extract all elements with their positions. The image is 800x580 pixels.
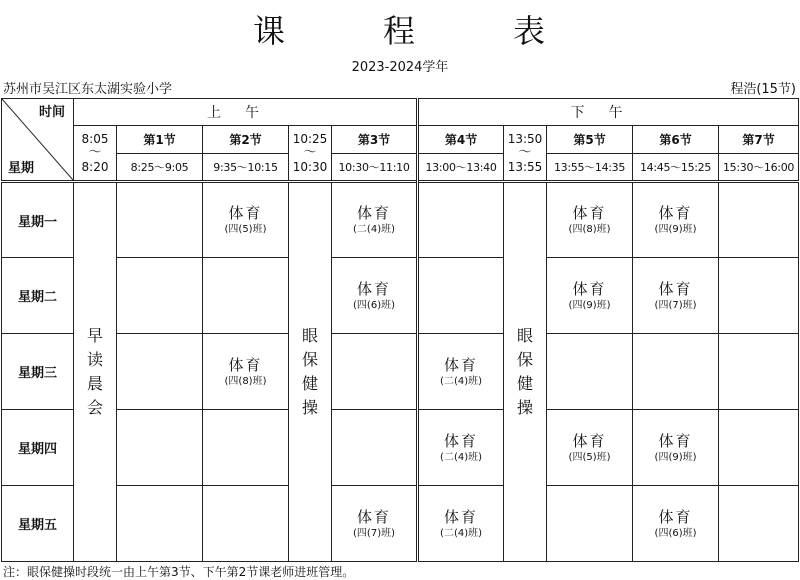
- class-subject: 体育: [658, 204, 693, 222]
- merged-char: 操: [301, 398, 318, 417]
- merged-char: 保: [301, 350, 318, 369]
- class-cell: [332, 182, 418, 258]
- period-1-time: 8:25～9:05: [117, 154, 203, 182]
- class-group: (四(9)班): [568, 299, 611, 311]
- day-label: 星期三: [2, 334, 74, 410]
- class-cell: [117, 182, 203, 258]
- merged-char: 眼: [517, 326, 534, 345]
- class-group: (四(9)班): [654, 451, 697, 463]
- merged-char: 眼: [301, 326, 318, 345]
- class-cell: [418, 486, 504, 562]
- time-sep: ～: [88, 145, 102, 160]
- corner-week-label: 星期: [8, 161, 35, 176]
- header-afternoon: 下午: [418, 99, 799, 126]
- class-cell: [332, 258, 418, 334]
- class-cell: [547, 334, 633, 410]
- class-group: (四(5)班): [224, 224, 267, 235]
- title-char: 表: [513, 12, 548, 50]
- period-7-label: 第7节: [719, 126, 799, 154]
- time-sep: ～: [518, 145, 532, 160]
- class-cell: [203, 182, 289, 258]
- header-morning: 上午: [74, 99, 418, 126]
- time-start: 13:50: [507, 132, 543, 146]
- day-label: 星期五: [2, 486, 74, 562]
- merged-char: 健: [301, 374, 318, 393]
- period-1-label: 第1节: [117, 126, 203, 154]
- class-cell: [203, 258, 289, 334]
- schedule-table: [1, 98, 799, 562]
- time-start: 8:05: [81, 132, 109, 146]
- class-cell: [418, 334, 504, 410]
- class-cell: [418, 258, 504, 334]
- time-start: 10:25: [292, 132, 328, 146]
- class-cell: [203, 410, 289, 486]
- class-group: (四(8)班): [224, 375, 267, 387]
- class-subject: 体育: [357, 507, 392, 526]
- class-cell: [547, 410, 633, 486]
- class-group: (四(5)班): [568, 451, 611, 463]
- class-cell: [633, 334, 719, 410]
- class-subject: 体育: [658, 431, 693, 450]
- class-group: (四(7)班): [654, 299, 697, 311]
- school-year: 2023-2024学年: [351, 60, 449, 75]
- class-group: (四(6)班): [353, 299, 395, 311]
- merged-eye-exercise-am: [289, 182, 332, 562]
- table-row: [2, 486, 799, 562]
- class-group: (二(4)班): [440, 527, 483, 539]
- class-cell: [332, 410, 418, 486]
- merged-char: 晨: [86, 374, 103, 393]
- period-6-label: 第6节: [633, 126, 719, 154]
- time-end: 8:20: [81, 160, 109, 174]
- class-cell: [332, 486, 418, 562]
- class-cell: [719, 486, 799, 562]
- class-cell: [117, 334, 203, 410]
- class-cell: [633, 182, 719, 258]
- merged-char: 健: [517, 374, 534, 393]
- class-cell: [117, 410, 203, 486]
- class-subject: 体育: [658, 279, 693, 298]
- teacher-name: 程浩(15节): [730, 82, 796, 97]
- time-sep: ～: [303, 145, 317, 160]
- class-cell: [117, 258, 203, 334]
- class-cell: [719, 410, 799, 486]
- class-cell: [117, 486, 203, 562]
- merged-eye-exercise-pm: [504, 182, 547, 562]
- class-subject: 体育: [444, 355, 479, 374]
- time-end: 10:30: [292, 160, 328, 174]
- class-subject: 体育: [572, 431, 607, 450]
- time-end: 13:55: [507, 160, 543, 174]
- class-subject: 体育: [228, 355, 263, 374]
- merged-char: 操: [517, 398, 534, 417]
- merged-char: 读: [86, 350, 103, 369]
- class-group: (四(7)班): [353, 527, 395, 539]
- class-group: (二(4)班): [353, 224, 395, 235]
- footnote: 注：眼保健操时段统一由上午第3节、下午第2节课老师进班管理。: [3, 565, 355, 579]
- merged-early-reading: [74, 182, 117, 562]
- table-row: [2, 182, 799, 258]
- merged-char: 早: [86, 326, 103, 345]
- page-title: [0, 6, 800, 52]
- day-label: 星期四: [2, 410, 74, 486]
- day-label: 星期二: [2, 258, 74, 334]
- class-cell: [547, 486, 633, 562]
- period-3-label: 第3节: [332, 126, 418, 154]
- class-group: (四(6)班): [654, 527, 697, 539]
- class-group: (二(4)班): [440, 375, 483, 387]
- school-name: 苏州市吴江区东太湖实验小学: [3, 82, 173, 97]
- col-early-time: [74, 126, 117, 182]
- title-char: 课: [252, 12, 287, 50]
- class-group: (四(9)班): [654, 224, 697, 235]
- class-subject: 体育: [357, 279, 392, 298]
- class-subject: 体育: [444, 507, 479, 526]
- class-cell: [203, 486, 289, 562]
- class-cell: [719, 334, 799, 410]
- day-label: 星期一: [2, 182, 74, 258]
- period-3-time: 10:30～11:10: [332, 154, 418, 182]
- merged-char: 会: [86, 398, 103, 417]
- class-cell: [633, 486, 719, 562]
- class-subject: 体育: [228, 204, 263, 222]
- table-row: [2, 258, 799, 334]
- class-subject: 体育: [444, 431, 479, 450]
- class-cell: [633, 258, 719, 334]
- col-eye2-time: [504, 126, 547, 182]
- table-row: [2, 334, 799, 410]
- period-7-time: 15:30～16:00: [719, 154, 799, 182]
- class-cell: [332, 334, 418, 410]
- class-subject: 体育: [658, 507, 693, 526]
- period-2-label: 第2节: [203, 126, 289, 154]
- title-char: 程: [382, 12, 417, 50]
- class-cell: [547, 258, 633, 334]
- period-5-time: 13:55～14:35: [547, 154, 633, 182]
- corner-time-label: 时间: [38, 105, 65, 120]
- class-cell: [418, 182, 504, 258]
- period-5-label: 第5节: [547, 126, 633, 154]
- period-4-time: 13:00～13:40: [418, 154, 504, 182]
- class-subject: 体育: [357, 204, 392, 222]
- period-6-time: 14:45～15:25: [633, 154, 719, 182]
- col-eye1-time: [289, 126, 332, 182]
- class-cell: [719, 258, 799, 334]
- class-subject: 体育: [572, 279, 607, 298]
- class-cell: [418, 410, 504, 486]
- corner-cell: [2, 99, 74, 182]
- table-row: [2, 410, 799, 486]
- period-4-label: 第4节: [418, 126, 504, 154]
- class-group: (二(4)班): [440, 451, 483, 463]
- class-subject: 体育: [572, 204, 607, 222]
- class-cell: [719, 182, 799, 258]
- merged-char: 保: [517, 350, 534, 369]
- period-2-time: 9:35～10:15: [203, 154, 289, 182]
- class-cell: [633, 410, 719, 486]
- class-cell: [547, 182, 633, 258]
- class-group: (四(8)班): [568, 224, 611, 235]
- class-cell: [203, 334, 289, 410]
